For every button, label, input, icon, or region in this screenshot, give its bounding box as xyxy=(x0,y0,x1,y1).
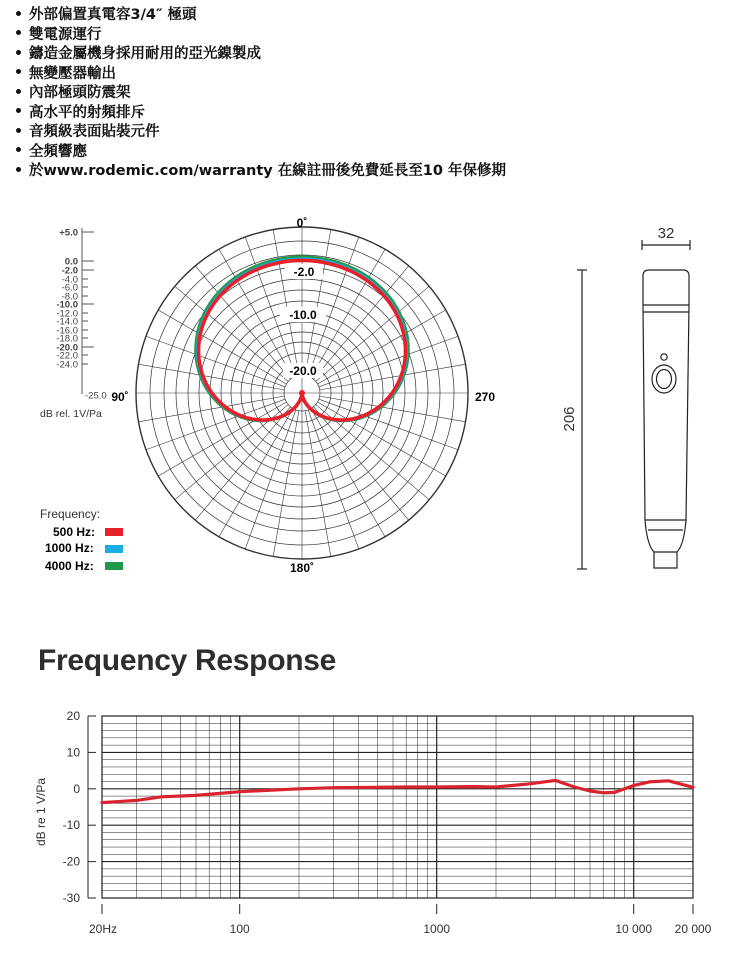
ring-label xyxy=(283,363,323,378)
feature-item: 外部偏置真電容3/4″ 極頭 xyxy=(16,6,506,26)
feature-item: 音頻級表面貼裝元件 xyxy=(16,123,506,143)
scale-tick-label: -16.0 xyxy=(56,325,78,337)
legend-swatch-1000hz xyxy=(105,545,123,553)
legend-label-500hz: 500 Hz: xyxy=(53,525,96,539)
angle-label-left: 90˚ xyxy=(111,390,129,404)
polar-spoke xyxy=(320,396,466,422)
fr-x-tick-label: 1000 xyxy=(423,922,451,936)
polar-scale-unit: dB rel. 1V/Pa xyxy=(40,408,102,420)
fr-x-tick-label: 100 xyxy=(229,922,250,936)
fr-y-tick-label: 20 xyxy=(66,709,80,723)
scale-tick-label: -12.0 xyxy=(56,308,78,320)
scale-tick-label: -20.0 xyxy=(56,342,78,354)
polar-legend xyxy=(40,507,123,573)
frequency-response-title: Frequency Response xyxy=(38,644,337,677)
fr-y-tick-label: -20 xyxy=(62,854,80,869)
scale-tick-label: -4.0 xyxy=(61,274,78,286)
scale-tick-label: +5.0 xyxy=(59,227,78,239)
feature-item: 於www.rodemic.com/warranty 在線註冊後免費延長至10 年保修期 xyxy=(16,162,506,182)
feature-item: 全頻響應 xyxy=(16,143,506,163)
scale-tick-label: -18.0 xyxy=(56,333,78,345)
led-indicator-icon xyxy=(661,354,667,360)
legend-label-4000hz: 4000 Hz: xyxy=(45,559,94,573)
feature-item: 高水平的射頻排斥 xyxy=(16,104,506,124)
bullet-icon xyxy=(16,128,21,133)
feature-list xyxy=(16,6,506,182)
svg-text:-2.0: -2.0 xyxy=(293,265,315,279)
polar-spoke xyxy=(139,364,285,390)
scale-tick-label: -10.0 xyxy=(56,299,78,311)
scale-tick-label: -2.0 xyxy=(61,265,78,277)
fr-x-tick-label: 10 000 xyxy=(615,922,653,936)
feature-item: 鑄造金屬機身採用耐用的亞光鎳製成 xyxy=(16,45,506,65)
frequency-response-ylabel: dB re 1 V/Pa xyxy=(34,777,48,847)
bullet-icon xyxy=(16,147,21,152)
width-dimension-label: 32 xyxy=(657,225,675,242)
bullet-icon xyxy=(16,167,21,172)
fr-y-tick-label: -10 xyxy=(62,818,80,833)
scale-tick-label: -14.0 xyxy=(56,316,78,328)
scale-tick-label: -6.0 xyxy=(61,282,78,294)
legend-swatch-500hz xyxy=(105,528,123,536)
legend-label-1000hz: 1000 Hz: xyxy=(45,541,94,555)
bullet-icon xyxy=(16,50,21,55)
polar-spoke xyxy=(273,230,299,376)
fr-x-tick-label: 20 000 xyxy=(674,922,712,936)
bullet-icon xyxy=(16,11,21,16)
ring-label xyxy=(280,307,326,322)
fr-plot-frame xyxy=(102,716,693,898)
height-dimension-label: 206 xyxy=(560,406,578,432)
polar-db-scale xyxy=(56,228,106,402)
polar-spoke xyxy=(320,364,466,390)
fr-y-tick-label: 10 xyxy=(66,745,80,760)
feature-item: 雙電源運行 xyxy=(16,26,506,46)
fr-y-tick-label: 0 xyxy=(73,781,80,796)
legend-swatch-4000hz xyxy=(105,562,123,570)
feature-item: 內部極頭防震架 xyxy=(16,84,506,104)
polar-spoke xyxy=(305,230,331,376)
bullet-icon xyxy=(16,108,21,113)
polar-pattern-diagram xyxy=(0,210,750,600)
scale-tick-label: -8.0 xyxy=(61,291,78,303)
frequency-response-grid xyxy=(102,716,693,898)
legend-title: Frequency: xyxy=(40,507,101,521)
scale-tick-label: -22.0 xyxy=(56,350,78,362)
scale-tick-label: -25.0 xyxy=(85,390,107,402)
ring-label xyxy=(285,264,323,279)
bullet-icon xyxy=(16,89,21,94)
fr-x-tick-label: 20Hz xyxy=(88,922,118,936)
angle-label-top: 0˚ xyxy=(296,216,308,230)
svg-text:-10.0: -10.0 xyxy=(289,308,317,322)
frequency-response-axes xyxy=(63,709,712,936)
bullet-icon xyxy=(16,30,21,35)
microphone-body-outline xyxy=(643,270,689,568)
fr-y-tick-label: -30 xyxy=(62,891,80,905)
frequency-response-series-line xyxy=(102,780,693,802)
angle-label-right: 270 xyxy=(474,390,496,404)
bullet-icon xyxy=(16,69,21,74)
polar-spoke xyxy=(273,411,299,557)
scale-tick-label: -24.0 xyxy=(56,359,78,371)
angle-label-bottom: 180˚ xyxy=(289,561,315,575)
polar-spoke xyxy=(305,411,331,557)
frequency-response-chart xyxy=(0,700,750,964)
microphone-dimension-drawing xyxy=(577,240,690,569)
polar-center-dot xyxy=(299,390,305,396)
scale-tick-label: 0.0 xyxy=(64,256,78,268)
feature-item: 無變壓器輸出 xyxy=(16,65,506,85)
polar-spoke xyxy=(139,396,285,422)
svg-text:-20.0: -20.0 xyxy=(289,364,317,378)
